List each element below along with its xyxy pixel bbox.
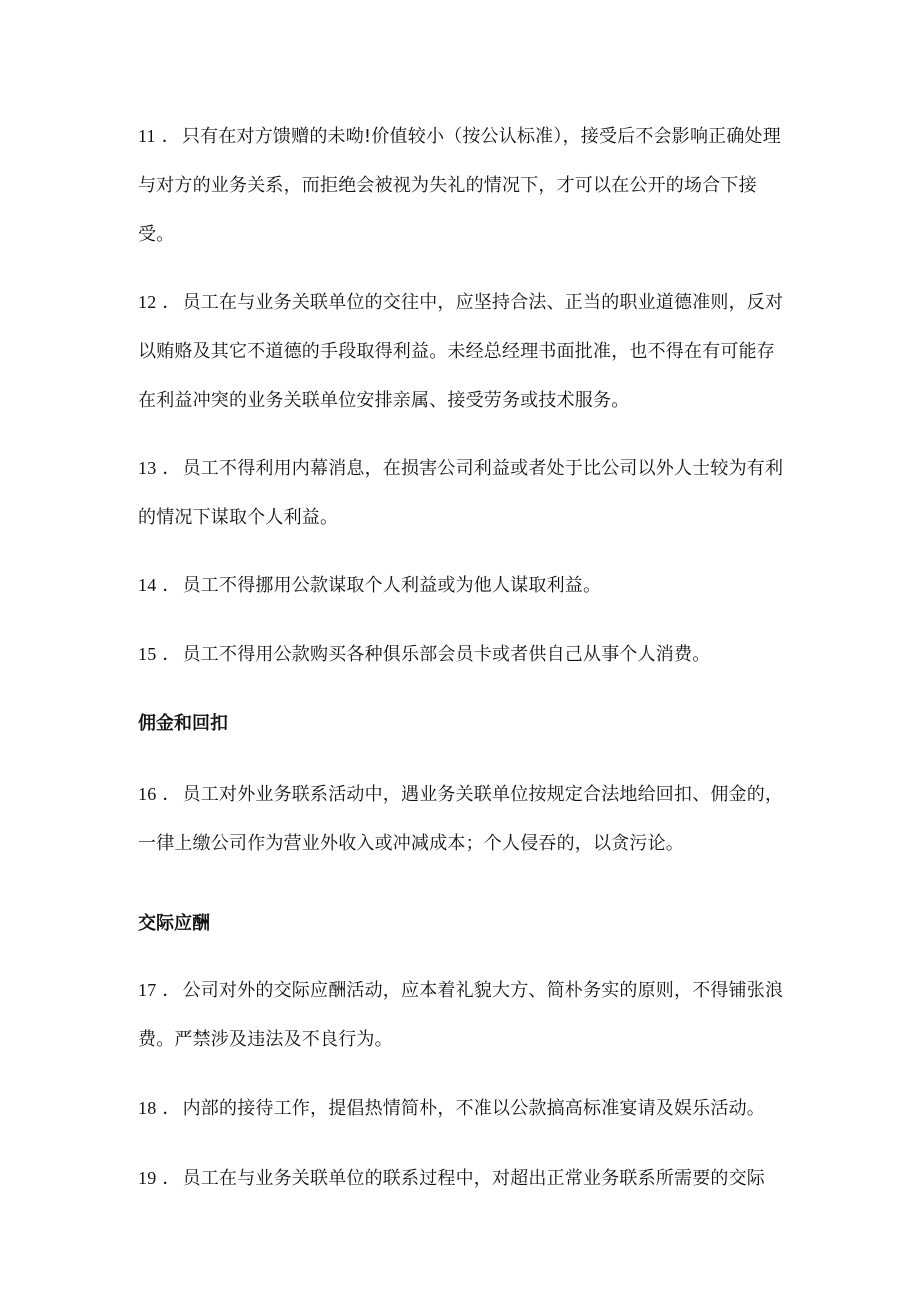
paragraph-text: 员工不得用公款购买各种俱乐部会员卡或者供自己从事个人消费。	[182, 644, 711, 665]
item-separator: ．	[162, 784, 181, 805]
item-number: 16	[138, 784, 157, 804]
item-separator: ．	[162, 980, 181, 1001]
item-number: 11	[138, 126, 156, 146]
item-number: 14	[138, 575, 157, 595]
item-separator: ．	[162, 292, 181, 313]
item-separator: ．	[162, 458, 181, 479]
item-separator: ．	[162, 1168, 181, 1189]
paragraph-text: 员工在与业务关联单位的联系过程中，对超出正常业务联系所需要的交际	[182, 1168, 766, 1189]
item-separator: ．	[161, 126, 180, 147]
item-separator: ．	[162, 644, 181, 665]
paragraph-16	[138, 770, 788, 868]
item-number: 18	[138, 1098, 157, 1118]
paragraph-text: 只有在对方馈赠的未呦!价值较小（按公认标准），接受后不会影响正确处理与对方的业务关系，而拒绝会被视为失礼的情况下，才可以在公开的场合下接受。	[138, 126, 781, 245]
item-separator: ．	[162, 1098, 181, 1119]
item-number: 19	[138, 1168, 157, 1188]
paragraph-11	[138, 112, 788, 259]
item-number: 15	[138, 644, 157, 664]
paragraph-15	[138, 630, 788, 679]
paragraph-17	[138, 966, 788, 1064]
section-heading-commission: 佣金和回扣	[138, 713, 228, 734]
paragraph-18	[138, 1084, 788, 1133]
paragraph-text: 员工对外业务联系活动中，遇业务关联单位按规定合法地给回扣、佣金的，一律上缴公司作为营业外收入或冲减成本；个人侵吞的，以贪污论。	[138, 784, 784, 854]
paragraph-text: 内部的接待工作，提倡热情简朴，不准以公款搞高标准宴请及娱乐活动。	[182, 1098, 766, 1119]
section-heading-social: 交际应酬	[138, 913, 210, 934]
paragraph-text: 员工在与业务关联单位的交往中，应坚持合法、正当的职业道德准则，反对以贿赂及其它不道德的手段取得利益。未经总经理书面批准，也不得在有可能存在利益冲突的业务关联单位安排亲属、接受劳务或技术服务。	[138, 292, 784, 411]
paragraph-text: 公司对外的交际应酬活动，应本着礼貌大方、简朴务实的原则，不得铺张浪费。严禁涉及违法及不良行为。	[138, 980, 784, 1050]
paragraph-text: 员工不得挪用公款谋取个人利益或为他人谋取利益。	[182, 575, 602, 596]
paragraph-12	[138, 278, 788, 425]
paragraph-19	[138, 1154, 788, 1203]
paragraph-14	[138, 561, 788, 610]
item-number: 17	[138, 980, 157, 1000]
item-separator: ．	[162, 575, 181, 596]
paragraph-text: 员工不得利用内幕消息，在损害公司利益或者处于比公司以外人士较为有利的情况下谋取个人利益。	[138, 458, 784, 528]
item-number: 12	[138, 292, 157, 312]
paragraph-13	[138, 444, 788, 542]
item-number: 13	[138, 458, 157, 478]
